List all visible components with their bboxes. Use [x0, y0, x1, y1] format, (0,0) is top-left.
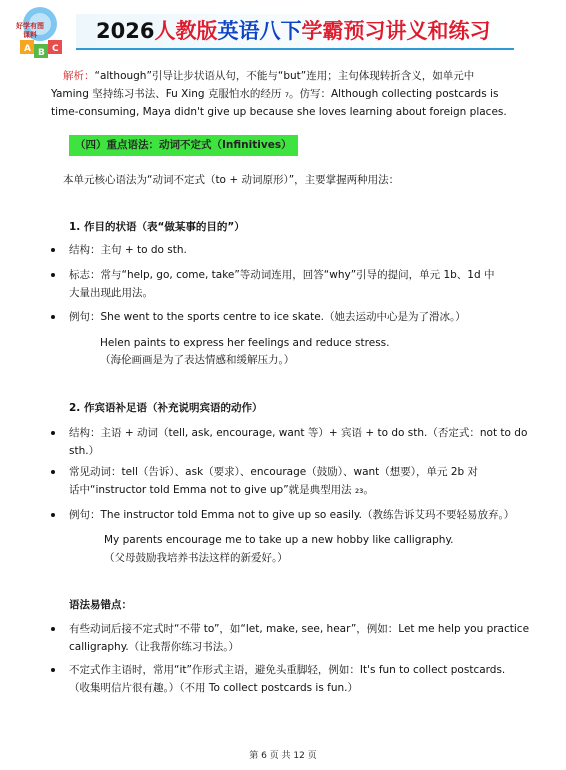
analysis-text-1: “although”引导让步状语从句，不能与“but”连用；主句体现转折含义，如单元中: [94, 70, 475, 82]
usage2-example-line2: My parents encourage me to take up a new hobby like calligraphy.: [104, 534, 454, 546]
svg-text:C: C: [52, 44, 59, 54]
usage2-structure-line1: 结构：主语 + 动词（tell, ask, encourage, want 等）+ 宾语 + to do sth.（否定式：not to do: [69, 427, 528, 439]
page-header: [0, 0, 566, 66]
section-tag: （四）重点语法：动词不定式（Infinitives）: [69, 135, 298, 156]
page-number: 第 6 页 共 12 页: [249, 751, 317, 761]
page-title: [96, 14, 490, 48]
analysis-line-1: [63, 67, 474, 85]
usage1-example-line3: （海伦画画是为了表达情感和缓解压力。）: [100, 354, 295, 366]
usage2-verbs-line2: 话中“instructor told Emma not to give up”就是典型用法 ₂₃。: [69, 484, 374, 496]
svg-text:A: A: [24, 44, 31, 54]
usage1-example-line1: 例句：She went to the sports centre to ice skate.（她去运动中心是为了滑冰。）: [69, 311, 466, 323]
bullet-icon: [51, 273, 55, 277]
usage2-example-line1: 例句：The instructor told Emma not to give up so easily.（教练告诉艾玛不要轻易放弃。）: [69, 509, 515, 521]
analysis-line-2: Yaming 坚持练习书法、Fu Xing 克服怕水的经历 ₇。仿写：Although collecting postcards is: [51, 88, 499, 100]
title-subtitle: 学霸预习讲义和练习: [301, 19, 491, 43]
title-publisher: 人教版: [154, 19, 218, 43]
bullet-icon: [51, 470, 55, 474]
analysis-line-3: time-consuming, Maya didn't give up because she loves learning about foreign places.: [51, 106, 507, 118]
analysis-label: 解析：: [63, 70, 95, 82]
usage2-example-line3: （父母鼓励我培养书法这样的新爱好。）: [104, 552, 288, 564]
title-year: 2026: [96, 19, 155, 43]
svg-text:B: B: [38, 48, 45, 58]
bullet-icon: [51, 668, 55, 672]
usage2-verbs-line1: 常见动词：tell（告诉）、ask（要求）、encourage（鼓励）、want（想要），单元 2b 对: [69, 466, 479, 478]
usage2-heading: 2. 作宾语补足语（补充说明宾语的动作）: [69, 402, 263, 414]
bullet-icon: [51, 248, 55, 252]
usage1-heading: 1. 作目的状语（表“做某事的目的”）: [69, 221, 245, 233]
usage2-structure-line2: sth.）: [69, 445, 100, 457]
bullet-icon: [51, 513, 55, 517]
usage1-marker-line2: 大量出现此用法。: [69, 287, 153, 299]
logo-text-line1: 好学有图: [16, 22, 44, 30]
logo-text-line2: 课料: [23, 31, 37, 39]
section-intro: 本单元核心语法为“动词不定式（to + 动词原形）”，主要掌握两种用法：: [63, 174, 400, 186]
errors-heading: 语法易错点：: [69, 599, 132, 611]
bullet-icon: [51, 315, 55, 319]
bullet-icon: [51, 431, 55, 435]
errors-item2-line2: （收集明信片很有趣。）（不用 To collect postcards is fun.）: [69, 682, 359, 694]
bullet-icon: [51, 627, 55, 631]
usage1-marker-line1: 标志：常与“help, go, come, take”等动词连用，回答“why”引导的提问，单元 1b、1d 中: [69, 269, 495, 281]
errors-item1-line2: calligraphy.（让我帮你练习书法。）: [69, 641, 239, 653]
usage1-example-line2: Helen paints to express her feelings and reduce stress.: [100, 337, 390, 349]
title-grade: 英语八下: [217, 19, 302, 43]
usage1-structure: 结构：主句 + to do sth.: [69, 244, 187, 256]
errors-item2-line1: 不定式作主语时，常用“it”作形式主语，避免头重脚轻，例如：It's fun to collect postcards.: [69, 664, 506, 676]
errors-item1-line1: 有些动词后接不定式时“不带 to”，如“let, make, see, hear”，例如：Let me help you practice: [69, 623, 530, 635]
